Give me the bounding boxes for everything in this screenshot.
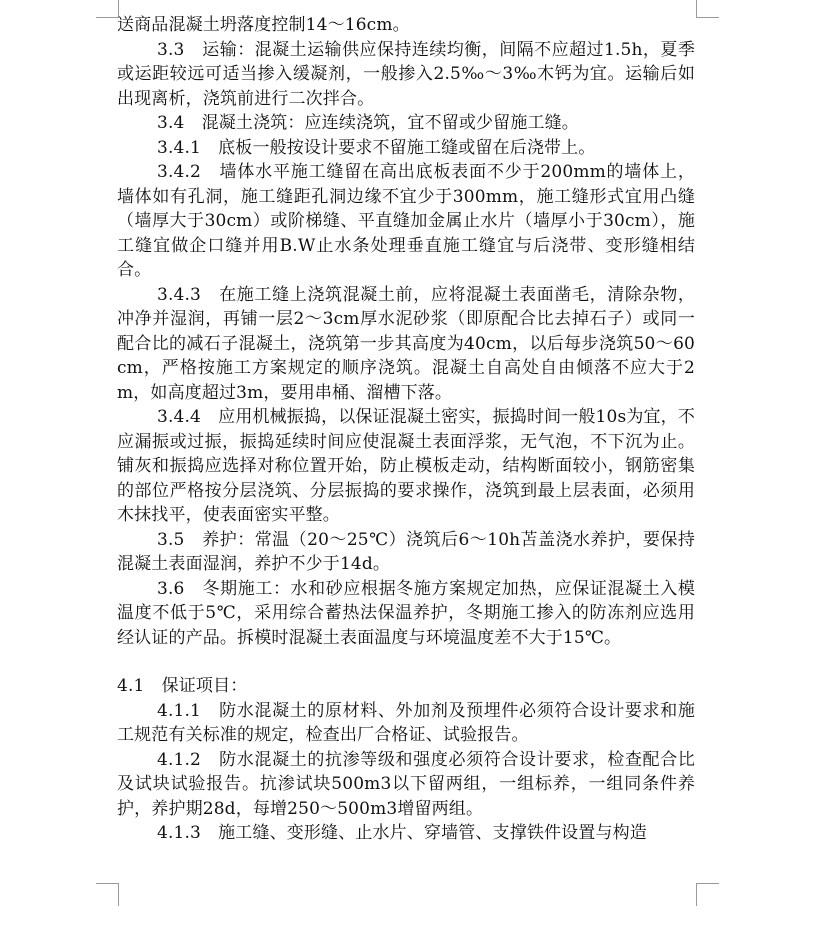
paragraph-4-1-1-materials: 4.1.1 防水混凝土的原材料、外加剂及预埋件必须符合设计要求和施工规范有关标准的规定，检查出厂合格证、试验报告。 <box>117 700 695 745</box>
paragraph-3-4-3-joint-pouring: 3.4.3 在施工缝上浇筑混凝土前，应将混凝土表面凿毛，清除杂物，冲净并湿润，再铺一层2～3cm厚水泥砂浆（即原配合比去掉石子）或同一配合比的减石子混凝土，浇筑第一步其高度为40cm，以后每步浇筑50～60cm，严格按施工方案规定的顺序浇筑。混凝土自高处自由倾落不应大于2m，如高度超过3m，要用串桶、溜槽下落。 <box>117 284 695 403</box>
paragraph-3-6-winter-construction: 3.6 冬期施工：水和砂应根据冬施方案规定加热，应保证混凝土入模温度不低于5℃，采用综合蓄热法保温养护，冬期施工掺入的防冻剂应选用经认证的产品。拆模时混凝土表面温度与环境温度差不大于15℃。 <box>117 578 695 648</box>
crop-mark-top-left <box>96 0 119 18</box>
section-heading-4-1: 4.1 保证项目： <box>117 676 248 696</box>
paragraph-4-1-2-impermeability: 4.1.2 防水混凝土的抗渗等级和强度必须符合设计要求，检查配合比及试块试验报告。抗渗试块500m3以下留两组，一组标养，一组同条件养护，养护期28d，每增250～500m3增留两组。 <box>117 749 695 819</box>
crop-mark-bottom-right <box>696 883 719 906</box>
paragraph-slump-control: 送商品混凝土坍落度控制14～16cm。 <box>117 15 410 35</box>
paragraph-3-4-4-vibration: 3.4.4 应用机械振捣，以保证混凝土密实，振捣时间一般10s为宜，不应漏振或过振，振捣延续时间应使混凝土表面浮浆，无气泡，不下沉为止。铺灰和振捣应选择对称位置开始，防止模板走动，结构断面较小，钢筋密集的部位严格按分层浇筑、分层振捣的要求操作，浇筑到最上层表面，必须用木抹找平，使表面密实平整。 <box>117 407 695 525</box>
paragraph-3-3-transport: 3.3 运输：混凝土运输供应保持连续均衡，间隔不应超过1.5h，夏季或运距较远可适当掺入缓凝剂，一般掺入2.5‰～3‰木钙为宜。运输后如出现离析，浇筑前进行二次拌合。 <box>117 39 695 109</box>
paragraph-3-4-2-wall-joints: 3.4.2 墙体水平施工缝留在高出底板表面不少于200mm的墙体上，墙体如有孔洞，施工缝距孔洞边缘不宜少于300mm，施工缝形式宜用凸缝（墙厚大于30cm）或阶梯缝、平直缝加金属止水片（墙厚小于30cm），施工缝宜做企口缝并用B.W止水条处理垂直施工缝宜与后浇带、变形缝相结合。 <box>117 162 695 280</box>
document-body <box>117 13 695 846</box>
paragraph-4-1-3-joints: 4.1.3 施工缝、变形缝、止水片、穿墙管、支撑铁件设置与构造 <box>157 823 647 843</box>
crop-mark-bottom-left <box>96 883 119 906</box>
paragraph-3-5-curing: 3.5 养护：常温（20～25℃）浇筑后6～10h苫盖浇水养护，要保持混凝土表面湿润，养护不少于14d。 <box>117 529 695 574</box>
paragraph-3-4-1-base-slab: 3.4.1 底板一般按设计要求不留施工缝或留在后浇带上。 <box>157 137 596 158</box>
paragraph-3-4-pouring: 3.4 混凝土浇筑：应连续浇筑，宜不留或少留施工缝。 <box>157 113 579 133</box>
crop-mark-top-right <box>696 0 719 18</box>
